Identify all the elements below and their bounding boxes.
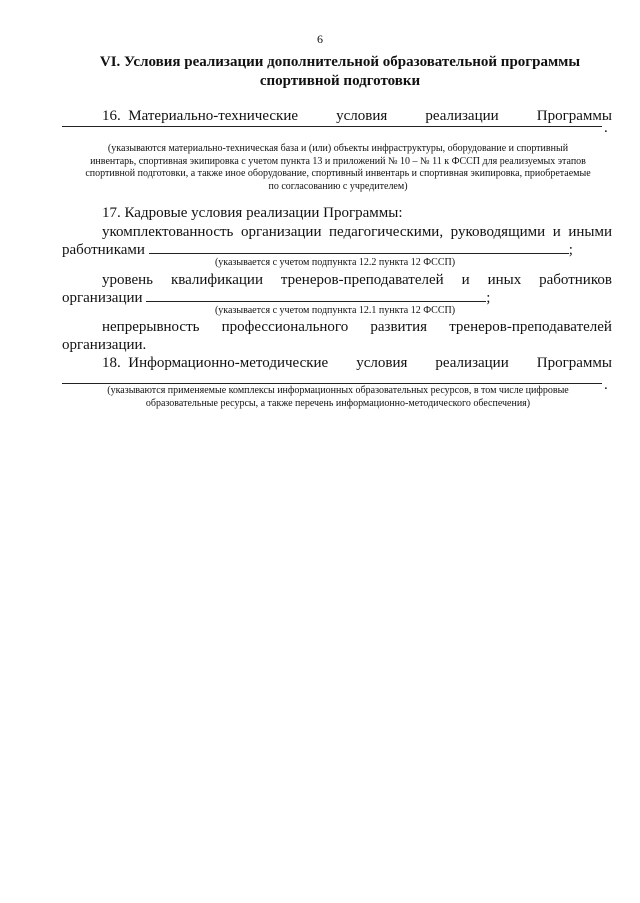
item-18-word-1: Информационно-методические <box>128 355 329 371</box>
staffing-line-2-end: ; <box>568 242 573 258</box>
item-16-note-line-2: инвентарь, спортивная экипировка с учетом пункта 13 и приложений № 10 – № 11 к ФССП для реализуемых этапов <box>90 155 586 167</box>
qualification-note: (указывается с учетом подпункта 12.1 пункта 12 ФССП) <box>214 305 456 316</box>
item-18-period: . <box>604 377 608 393</box>
staffing-word-3: педагогическими, <box>329 224 444 240</box>
development-line-2: организации. <box>62 337 147 353</box>
item-18-line <box>102 355 612 372</box>
item-18-note <box>60 385 616 410</box>
item-16-word-1: Материально-технические <box>128 108 299 124</box>
item-16-note-line-4: по согласованию с учредителем) <box>268 180 408 192</box>
item-18-number: 18. <box>102 355 121 371</box>
staffing-note: (указывается с учетом подпункта 12.2 пункта 12 ФССП) <box>214 257 456 268</box>
qualification-line-2-end: ; <box>486 290 491 306</box>
qualification-line-1 <box>102 272 612 289</box>
qualification-word-3: тренеров-преподавателей <box>280 272 444 288</box>
qualification-word-6: работников <box>539 272 612 288</box>
qualification-blank <box>146 290 486 302</box>
item-18-blank-line <box>62 383 602 384</box>
qualification-line-2-start: организации <box>62 290 143 306</box>
qualification-word-1: уровень <box>102 272 154 288</box>
item-18-word-2: условия <box>356 355 408 371</box>
item-18-note-line-1: (указываются применяемые комплексы информационных образовательных ресурсов, в том числе цифровые <box>107 385 569 396</box>
item-16-word-4: Программы <box>536 108 612 124</box>
item-16-word-3: реализации <box>425 108 499 124</box>
development-word-2: профессионального <box>221 319 349 335</box>
item-18-number-and-word <box>102 355 328 372</box>
qualification-word-4: и <box>461 272 470 288</box>
development-word-1: непрерывность <box>102 319 200 335</box>
item-16-blank-line <box>62 126 602 127</box>
staffing-word-4: руководящими <box>450 224 546 240</box>
item-16-word-2: условия <box>336 108 388 124</box>
section-heading <box>70 53 610 91</box>
item-16-period: . <box>604 120 608 136</box>
item-16-note-line-1: (указываются материально-техническая база и (или) объекты инфраструктуры, оборудование и спортивный <box>107 143 569 154</box>
staffing-word-2: организации <box>240 224 322 240</box>
staffing-blank <box>149 242 569 254</box>
development-word-4: тренеров-преподавателей <box>449 319 612 335</box>
qualification-word-5: иных <box>487 272 522 288</box>
staffing-word-6: иными <box>568 224 612 240</box>
item-18-word-3: реализации <box>435 355 509 371</box>
staffing-word-1: укомплектованность <box>102 224 234 240</box>
item-16-note-line-3: спортивной подготовки, а также иное оборудование, спортивный инвентарь и спортивная экипировка, приобретаемые <box>85 168 591 179</box>
section-heading-line-1: VI. Условия реализации дополнительной образовательной программы <box>99 54 581 70</box>
item-18-word-4: Программы <box>536 355 612 371</box>
development-line-1 <box>102 319 612 336</box>
item-16-line <box>102 108 612 125</box>
staffing-line-1 <box>102 224 612 241</box>
qualification-word-2: квалификации <box>170 272 263 288</box>
development-word-3: развития <box>370 319 428 335</box>
staffing-word-5: и <box>552 224 561 240</box>
item-16-number-and-word <box>102 108 298 125</box>
item-17-title: 17. Кадровые условия реализации Программы: <box>102 205 403 221</box>
staffing-line-2-start: работниками <box>62 242 145 258</box>
section-heading-line-2: спортивной подготовки <box>259 73 421 89</box>
item-16-note <box>60 143 616 193</box>
item-18-note-line-2: образовательные ресурсы, а также перечень информационно-методического обеспечения) <box>145 397 531 409</box>
item-16-number: 16. <box>102 108 121 124</box>
page-number: 6 <box>317 32 323 46</box>
